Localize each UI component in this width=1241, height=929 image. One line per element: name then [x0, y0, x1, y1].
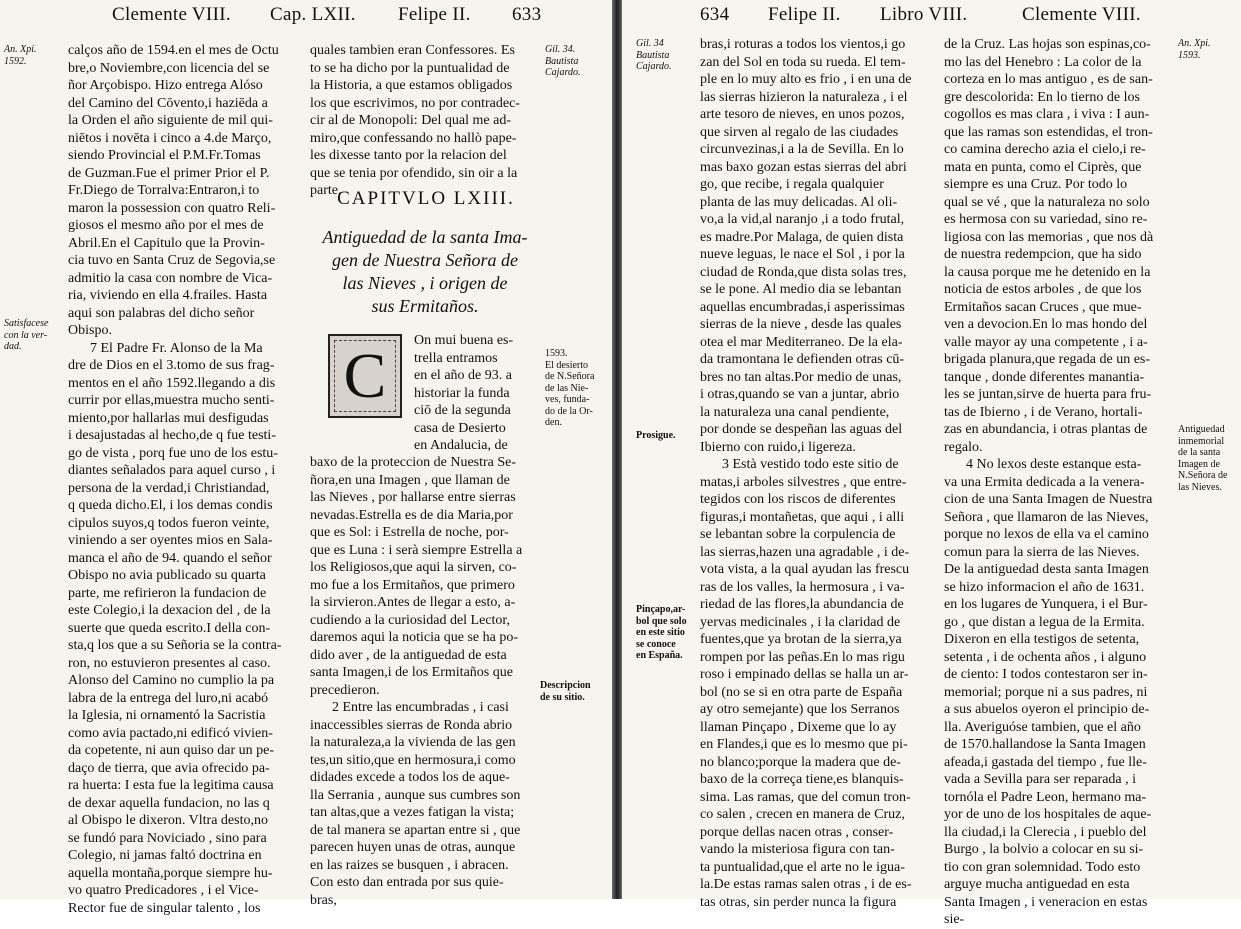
- text-line: vo quatro Predicadores , i el Vice-: [68, 883, 259, 898]
- text-line: que las ramas son estendidas, el tron-: [944, 124, 1153, 140]
- text-line: fuentes,que ya brotan de la sierra,ya: [700, 632, 902, 647]
- text-line: brigada planura,que regada de un es-: [944, 352, 1151, 367]
- text-line: go , que distan a legua de la Ermita.: [944, 614, 1145, 630]
- text-line: ven a devocion.En lo mas hondo del: [944, 317, 1148, 332]
- text-line: nueve leguas, le nace el Sol , i por la: [700, 247, 905, 262]
- text-line: trella entramos: [414, 350, 498, 366]
- text-line: en los lugares de Yunquera, i el Bur-: [944, 597, 1148, 612]
- text-line: que sirven al regalo de las ciudades: [700, 124, 899, 140]
- text-line: Ibierno con ruido,i ligereza.: [700, 439, 856, 455]
- text-line: ta puntualidad,que el arte no le igua-: [700, 859, 905, 875]
- text-line: la Orden el año siguiente de mil qui-: [68, 113, 273, 128]
- text-line: vada a Sevilla para ser reparada , i: [944, 772, 1137, 787]
- text-line: suerte que queda escrito.I della con-: [68, 620, 271, 636]
- text-line: vota vista, a la qual ayudan las frescu: [700, 562, 910, 577]
- text-line: quales tambien eran Confessores. Es: [310, 43, 515, 58]
- text-line: co salen , crecen en manera de Cruz,: [700, 807, 905, 822]
- text-line: inaccessibles sierras de Ronda abrio: [310, 717, 513, 733]
- text-line: ciudad de Ronda,que dista solas tres,: [700, 264, 907, 280]
- text-line: de nuestra redempcion, que ha sido: [944, 247, 1142, 262]
- text-line: setenta , i de ochenta años , i alguno: [944, 649, 1147, 665]
- text-line: baxo de la correça tiene,es blanquis-: [700, 772, 904, 787]
- text-line: que es Sol: i Estrella de noche, por-: [310, 525, 509, 540]
- margin-note-source-right: Gil. 34 Bautista Cajardo.: [636, 38, 672, 72]
- text-line: didades excede a todos los de aque-: [310, 770, 510, 785]
- margin-note-desert: 1593. El desierto de N.Señora de las Nie- ves, funda- do de la Or- den.: [545, 348, 595, 428]
- text-line: diantes señalados para aquel curso , i: [68, 463, 276, 478]
- text-line: lla. Averiguóse tambien, que el año: [944, 719, 1141, 735]
- text-line: es madre.Por Malaga, de quien dista: [700, 229, 904, 245]
- text-line: de ciento: I todos contestaron ser in-: [944, 667, 1148, 682]
- text-line: al Obispo le dixeron. Vltra desto,no: [68, 813, 268, 828]
- text-line: lla Serrania , aunque sus cumbres son: [310, 787, 521, 803]
- text-line: cir al de Monopoli: Del qual me ad-: [310, 113, 511, 128]
- text-line: historiar la funda: [414, 385, 510, 401]
- text-line: ligiosa con las memorias , que nos dà: [944, 229, 1154, 245]
- text-line: porque no lexos de ella va el camino: [944, 527, 1149, 542]
- text-line: tes,un sitio,que en hermosura,i como: [310, 752, 516, 768]
- text-line: de dexar aquella fundacion, no las q: [68, 795, 270, 811]
- text-line: parecen huyen unas de otras, aunque: [310, 840, 516, 855]
- text-line: comun para la sierra de las Nieves.: [944, 544, 1140, 560]
- text-line: nevadas.Estrella es de dia Maria,por: [310, 507, 513, 523]
- text-line: sie-: [944, 912, 965, 927]
- text-line: las sierras hizieron la naturaleza , i el: [700, 89, 908, 105]
- text-line: ay otro semejante) que los Serranos: [700, 702, 900, 717]
- text-line: yervas medicinales , i la claridad de: [700, 614, 901, 630]
- text-line: la.De estas ramas salen otras , i de es-: [700, 877, 912, 892]
- text-line: sierras de la nieve , desde las quales: [700, 317, 902, 332]
- running-head-left: Clemente VIII.: [112, 4, 231, 25]
- text-line: Con esto dan entrada por sus quie-: [310, 875, 504, 890]
- text-line: de 1570.hallandose la Santa Imagen: [944, 737, 1146, 752]
- text-line: riedad de las flores,la abundancia de: [700, 597, 904, 612]
- text-line: del Camino del Cōvento,i haziēda a: [68, 95, 268, 111]
- text-line: la naturaleza,a la vivienda de las gen: [310, 735, 516, 750]
- margin-note-truth: Satisfacese con la ver- dad.: [4, 318, 49, 352]
- running-head-king: Felipe II.: [398, 4, 471, 25]
- text-line: persona de la verdad,i Christiandad,: [68, 480, 270, 496]
- text-line: llaman Pinçapo , Dixeme que lo ay: [700, 719, 897, 735]
- text-line: 2 Entre las encumbradas , i casi: [332, 700, 509, 715]
- text-line: ras de los valles, la hermosura , i va-: [700, 579, 905, 595]
- text-line: de Guzman.Fue el primer Prior el P.: [68, 165, 270, 181]
- text-line: la Historia, a que estamos obligados: [310, 78, 513, 93]
- text-line: zan del Sol en toda su rueda. El tem-: [700, 54, 906, 70]
- text-line: co camina derecho azia el cielo,i re-: [944, 142, 1146, 157]
- text-line: 4 No lexos deste estanque esta-: [966, 457, 1142, 472]
- text-line: Burgo , la bolvio a colocar en su si-: [944, 842, 1144, 857]
- text-line: parte.: [310, 183, 342, 198]
- text-line: aquellas encumbradas,i asperissimas: [700, 299, 905, 315]
- text-line: Obispo no avia publicado su quarta: [68, 568, 266, 583]
- text-line: Colegio, ni jamas faltó doctrina en: [68, 848, 262, 863]
- text-line: de tal manera se apartan entre si , que: [310, 822, 521, 838]
- text-line: santa Imagen,i de los Ermitaños que: [310, 665, 513, 680]
- text-line: por donde se despeñan las aguas del: [700, 422, 903, 437]
- text-line: parte, me refirieron la fundacion de: [68, 585, 267, 601]
- text-line: Señora , que llamaron de las Nieves,: [944, 509, 1149, 525]
- text-line: los que escrivimos, no por contradec-: [310, 95, 520, 111]
- text-line: ple en lo muy alto es frio , i en una de: [700, 72, 912, 87]
- text-line: sima. Las ramas, que del comun tron-: [700, 789, 911, 805]
- text-line: bre,o Noviembre,con licencia del se: [68, 60, 270, 76]
- text-line: ria, viviendo en ella 4.frailes. Hasta: [68, 288, 268, 303]
- text-line: de la Cruz. Las hojas son espinas,co-: [944, 37, 1151, 52]
- text-line: qual se vé , que la naturaleza no solo: [944, 194, 1150, 210]
- text-line: ciō de la segunda: [414, 403, 511, 418]
- text-line: i otras,quando se van a juntar, abrio: [700, 387, 900, 402]
- text-line: i desajustadas al hecho,de q fue testi-: [68, 428, 276, 443]
- text-line: regalo.: [944, 439, 983, 455]
- drop-cap-letter: C: [343, 340, 387, 411]
- text-line: los Religiosos,que aqui la sirven, co-: [310, 560, 517, 575]
- text-line: en Flandes,i que es lo mesmo que pi-: [700, 737, 908, 752]
- text-line: da tramontana le defienden otras cū-: [700, 352, 905, 367]
- text-line: maron la possession con quatro Reli-: [68, 200, 276, 216]
- text-line: arte tesoro de nieves, en unos pozos,: [700, 107, 905, 122]
- text-line: rompen por las peñas.En lo mas rigu: [700, 649, 905, 665]
- text-line: miento,por hallarlas mui desfigudas: [68, 410, 269, 426]
- text-line: calços año de 1594.en el mes de Octu: [68, 43, 279, 58]
- text-line: 7 El Padre Fr. Alonso de la Ma: [90, 340, 263, 356]
- text-line: miro,que confessando no hallò pape-: [310, 130, 517, 146]
- text-line: sus Ermitaños.: [371, 296, 479, 316]
- text-line: bras,i roturas a todos los vientos,i go: [700, 37, 906, 52]
- text-line: daço de tierra, que avia ofrecido pa-: [68, 760, 270, 776]
- text-line: a sus abuelos oyeron el principio de-: [944, 702, 1150, 717]
- text-line: afeada,i gastada del tiempo , fue lle-: [944, 754, 1147, 770]
- text-line: cogollos es mas clara , i viva : I aun-: [944, 107, 1150, 122]
- left-column-2-body: [310, 454, 542, 908]
- text-line: labra de la entrega del luro,ni acabó: [68, 690, 269, 706]
- text-line: mo fue a los Ermitaños, que primero: [310, 577, 515, 593]
- text-line: Fr.Diego de Torralva:Entraron,i to: [68, 183, 260, 198]
- text-line: Alonso del Camino no cumplio la pa: [68, 673, 275, 688]
- text-line: yor de uno de los hospitales de aque-: [944, 807, 1152, 822]
- text-line: cia tuvo en Santa Cruz de Segovia,se: [68, 253, 276, 268]
- text-line: las sierras,hazen una agradable , i de-: [700, 544, 910, 560]
- text-line: da copetente, ni aun quiso dar un pe-: [68, 743, 275, 758]
- text-line: casa de Desierto: [414, 420, 506, 436]
- text-line: matas,i arboles silvestres , que entre-: [700, 474, 907, 490]
- text-line: figuras,i montañetas, que aqui , i alli: [700, 509, 905, 525]
- text-line: valle mayor ay una competente , i a-: [944, 334, 1148, 350]
- text-line: en las raizes se busquen , i abracen.: [310, 857, 509, 873]
- left-column-2-beside-dropcap: [414, 332, 544, 456]
- text-line: que es Luna : i serà siempre Estrella a: [310, 542, 523, 558]
- text-line: aquella montaña,porque siempre hu-: [68, 865, 273, 881]
- text-line: siempre es una Cruz. Por todo lo: [944, 177, 1128, 192]
- text-line: go, que recibe, i regala qualquier: [700, 177, 884, 192]
- text-line: la naturaleza una canal pendiente,: [700, 404, 890, 420]
- text-line: Dixeron en ella testigos de setenta,: [944, 632, 1140, 647]
- text-line: arguye mucha antiguedad en esta: [944, 877, 1130, 892]
- text-line: zas en abundancia, i otras plantas de: [944, 422, 1148, 437]
- text-line: en Andalucia, de: [414, 438, 508, 453]
- text-line: Ermitaños sacan Cruces , que mue-: [944, 299, 1142, 315]
- text-line: ron, no estuvieron presentes al caso.: [68, 655, 271, 671]
- text-line: que se tenia por ofendido, sin oir a la: [310, 165, 518, 181]
- margin-note-pinsapo: Pinçapo,ar- bol que solo en este sitio se conoce en España.: [636, 604, 687, 661]
- text-line: mo las del Henebro : La color de la: [944, 54, 1142, 70]
- text-line: la causa porque me he detenido en la: [944, 264, 1151, 280]
- text-line: admitio la casa con nombre de Vica-: [68, 270, 273, 286]
- text-line: sta,q los que a su Señoria se la contra-: [68, 638, 282, 653]
- text-line: gre descolorida: En lo tierno de los: [944, 89, 1140, 105]
- text-line: va una Ermita dedicada a la venera-: [944, 474, 1145, 490]
- margin-note-source: Gil. 34. Bautista Cajardo.: [545, 44, 581, 78]
- right-page: [622, 0, 1241, 927]
- text-line: bres no tan altas.Por medio de unas,: [700, 369, 902, 385]
- text-line: go de vista , porq fue uno de los estu-: [68, 445, 278, 461]
- text-line: en el año de 93. a: [414, 368, 512, 383]
- running-head-pope-right: Clemente VIII.: [1022, 4, 1141, 25]
- text-line: dido aver , de la antiguedad de esta: [310, 647, 507, 663]
- text-line: precedieron.: [310, 682, 380, 698]
- text-line: 3 Està vestido todo este sitio de: [722, 457, 899, 472]
- text-line: Rector fue de singular talento , los: [68, 900, 261, 916]
- text-line: lla ciudad,i la Clerecia , i pueblo del: [944, 824, 1147, 840]
- text-line: se fundó para Noviciado , sino para: [68, 830, 267, 846]
- text-line: baxo de la proteccion de Nuestra Se-: [310, 455, 517, 470]
- chapter-title: CAPITVLO LXIII.: [337, 188, 515, 209]
- text-line: niētos i novēta i cinco a 4.de Março,: [68, 130, 272, 146]
- text-line: se hizo informacion el año de 1631.: [944, 579, 1145, 595]
- text-line: On mui buena es-: [414, 333, 514, 348]
- text-line: gen de Nuestra Señora de: [332, 250, 518, 270]
- text-line: las Nieves , i origen de: [342, 273, 508, 293]
- text-line: les se juntan,sirve de huerta para fru-: [944, 387, 1152, 402]
- text-line: aqui son palabras del dicho señor: [68, 305, 255, 321]
- text-line: giosos el mesmo año por el mes de: [68, 218, 264, 233]
- text-line: currir por ellas,muestra mucho senti-: [68, 393, 275, 408]
- text-line: tas otras, sin perder nunca la figura: [700, 894, 897, 910]
- text-line: Abril.En el Capitulo que la Provin-: [68, 235, 265, 251]
- text-line: tanque , donde diferentes manantia-: [944, 369, 1145, 385]
- text-line: vando la misteriosa figura con tan-: [700, 842, 895, 857]
- text-line: ñor Arçobispo. Hizo entrega Alóso: [68, 78, 263, 93]
- left-column-1: [68, 42, 300, 916]
- text-line: De la antiguedad desta santa Imagen: [944, 562, 1149, 577]
- running-head-king-right: Felipe II.: [768, 4, 841, 25]
- text-line: otea el mar Mediterraneo. De la ela-: [700, 334, 903, 350]
- text-line: Antiguedad de la santa Ima-: [322, 227, 528, 247]
- text-line: noticia de estos arboles , de que los: [944, 282, 1142, 297]
- margin-note-year: An. Xpi. 1592.: [4, 44, 37, 67]
- text-line: ñora,en una Imagen , que llaman de: [310, 472, 510, 488]
- text-line: tas de Ibierno , i de Verano, hortali-: [944, 404, 1143, 420]
- text-line: la sirvieron.Antes de llegar a esto, a-: [310, 595, 516, 610]
- text-line: corteza en lo mas antiguo , es de san-: [944, 72, 1153, 87]
- text-line: vo,a la vid,al naranjo ,i a todo frutal,: [700, 212, 905, 227]
- text-line: porque dellas nacen otras , conser-: [700, 824, 894, 840]
- text-line: tegidos con los riscos de diferentes: [700, 492, 896, 507]
- page-number: 633: [512, 4, 542, 25]
- chapter-subtitle: [305, 226, 545, 322]
- text-line: cudiendo a la curiosidad del Lector,: [310, 612, 511, 628]
- text-line: manca el año de 94. quando el señor: [68, 550, 272, 566]
- text-line: bol (no se si en otra parte de España: [700, 684, 903, 700]
- text-line: mata en punta, como el Ciprès, que: [944, 159, 1142, 175]
- text-line: cipulos suyos,q todos fueron veinte,: [68, 515, 270, 531]
- text-line: viniendo a ser oyentes mios en Sala-: [68, 533, 273, 548]
- drop-cap: [328, 334, 402, 418]
- margin-note-prosigue: Prosigue.: [636, 430, 676, 441]
- margin-note-year-right: An. Xpi. 1593.: [1178, 38, 1211, 61]
- margin-note-description: Descripcion de su sitio.: [540, 680, 591, 703]
- text-line: la Iglesia, ni ornamentó la Sacristia: [68, 708, 266, 723]
- ornament-border: [334, 340, 396, 412]
- text-line: planta de las muy delicadas. Al oli-: [700, 194, 898, 210]
- text-line: tornóla el Padre Leon, hermano ma-: [944, 789, 1147, 805]
- running-head-chapter: Cap. LXII.: [270, 4, 356, 25]
- text-line: les dixesse tanto por la relacion del: [310, 148, 507, 163]
- text-line: se lebantan sobre la corpulencia de: [700, 527, 896, 542]
- text-line: ra huerta: I esta fue la legitima causa: [68, 778, 274, 793]
- text-line: las Nieves , por hallarse entre sierras: [310, 490, 516, 505]
- text-line: bras,: [310, 892, 337, 908]
- margin-note-antiquity: Antiguedad inmemorial de la santa Imagen de N.Señora de las Nieves.: [1178, 424, 1228, 493]
- text-line: mas baxo gozan estas sierras del abri: [700, 159, 907, 175]
- page-number-right: 634: [700, 4, 730, 25]
- text-line: Obispo.: [68, 323, 112, 338]
- text-line: no blanco;porque la madera que de-: [700, 754, 901, 770]
- text-line: circunvezinas,i a la de Sevilla. En lo: [700, 142, 904, 157]
- text-line: roso i empinado dellas se halla un ar-: [700, 667, 909, 682]
- text-line: q queda dicho.El, i los demas condis: [68, 498, 273, 513]
- text-line: es hermosa con su variedad, sino re-: [944, 212, 1148, 227]
- text-line: siendo Provincial el P.M.Fr.Tomas: [68, 148, 261, 163]
- text-line: tio con gran solemnidad. Todo esto: [944, 859, 1141, 875]
- text-line: mentos en el año 1592.llegando a dis: [68, 375, 276, 391]
- text-line: se le pone. Al medio dia se lebantan: [700, 282, 902, 297]
- text-line: daremos aqui la noticia que se ha po-: [310, 630, 518, 645]
- text-line: cion de una Santa Imagen de Nuestra: [944, 492, 1153, 507]
- running-head-book: Libro VIII.: [880, 4, 968, 25]
- text-line: dre de Dios en el 3.tomo de sus frag-: [68, 358, 275, 373]
- left-page: [0, 0, 615, 916]
- left-column-2-top: [310, 42, 542, 202]
- right-column-2: [944, 36, 1176, 927]
- text-line: memorial; porque ni a sus padres, ni: [944, 684, 1148, 700]
- right-column-1: [700, 36, 936, 910]
- text-line: to se ha dicho por la puntualidad de: [310, 60, 510, 76]
- text-line: Santa Imagen , i veneracion en estas: [944, 894, 1148, 910]
- text-line: tan altas,que a vezes fatigan la vista;: [310, 805, 515, 820]
- text-line: como avia pactado,ni edificó vivien-: [68, 725, 273, 741]
- text-line: este Colegio,i la dexacion del , de la: [68, 603, 271, 618]
